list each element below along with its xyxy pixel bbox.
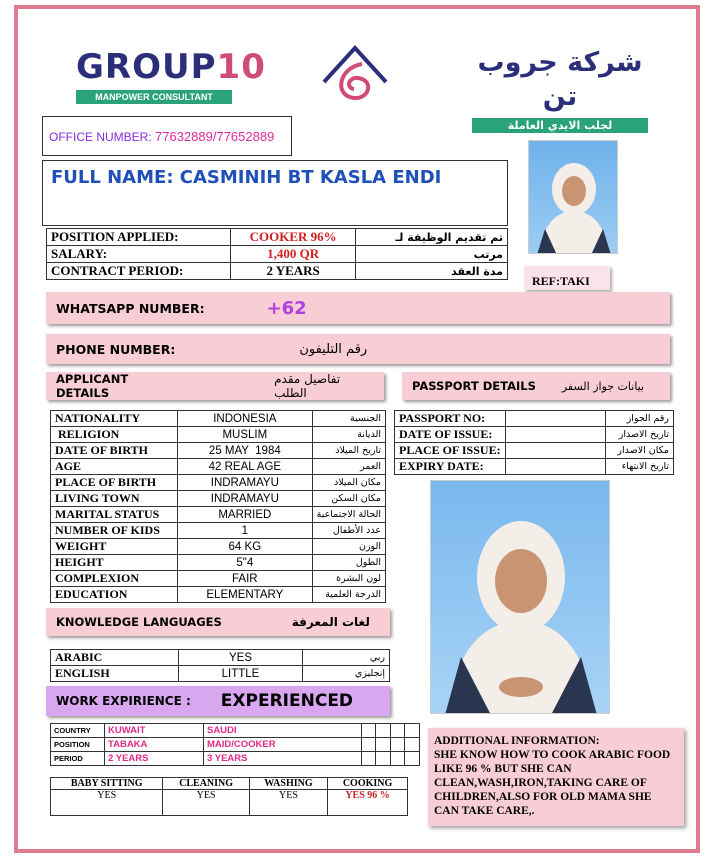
table-row [51,443,386,459]
arabic-brand-subtitle: لجلب الايدي العاملة [472,118,648,133]
detail-arabic: الحالة الاجتماعية [312,507,385,523]
detail-arabic: تاريخ الميلاد [312,443,385,459]
table-row [47,246,508,263]
passport-value [505,411,605,427]
phone-bar [46,334,670,364]
passport-value [505,459,605,475]
passport-arabic: تاريخ الانتهاء [605,459,673,475]
detail-arabic: الديانة [312,427,385,443]
detail-value: 42 REAL AGE [178,459,313,475]
table-row [395,443,674,459]
we-cell: 3 YEARS [203,752,361,766]
we-cell [405,738,420,752]
language-value: LITTLE [179,666,303,682]
we-row-label: COUNTRY [51,724,105,738]
contract-value: 2 YEARS [231,263,356,280]
detail-value: 25 MAY 1984 [178,443,313,459]
we-cell: 2 YEARS [105,752,204,766]
detail-arabic: عدد الأطفال [312,523,385,539]
we-cell: KUWAIT [105,724,204,738]
we-cell [390,752,405,766]
applicant-photo-small [528,140,618,254]
language-label: ARABIC [51,650,179,666]
detail-arabic: الوزن [312,539,385,555]
detail-label: PLACE OF BIRTH [51,475,178,491]
passport-details-table [394,410,674,475]
applicant-details-table [50,410,386,603]
office-number-box [42,116,292,156]
we-cell [376,724,391,738]
passport-details-arabic: بيانات جواز السفر [561,379,645,393]
skill-value: YES [163,790,249,816]
language-value: YES [179,650,303,666]
contract-arabic: مدة العقد [356,263,508,280]
applicant-details-arabic: تفاصيل مقدم الطلب [274,372,341,400]
detail-label: DATE OF BIRTH [51,443,178,459]
table-row [51,427,386,443]
table-row [51,666,390,682]
detail-label: LIVING TOWN [51,491,178,507]
office-label: OFFICE NUMBER: [49,130,152,144]
detail-arabic: الطول [312,555,385,571]
detail-value: INDRAMAYU [178,491,313,507]
detail-value: INDONESIA [178,411,313,427]
we-row-label: PERIOD [51,752,105,766]
detail-label: MARITAL STATUS [51,507,178,523]
table-row [51,411,386,427]
table-row [51,523,386,539]
we-cell [390,738,405,752]
brand-subtitle: MANPOWER CONSULTANT [76,90,232,104]
table-row [51,539,386,555]
table-row [51,475,386,491]
detail-arabic: لون البشرة [312,571,385,587]
skill-header: WASHING [249,778,327,790]
detail-value: 5"4 [178,555,313,571]
whatsapp-bar [46,292,670,324]
detail-label: NATIONALITY [51,411,178,427]
full-name: FULL NAME: CASMINIH BT KASLA ENDI [51,167,442,188]
we-cell: MAID/COOKER [203,738,361,752]
detail-label: EDUCATION [51,587,178,603]
work-experience-table [50,723,420,766]
passport-arabic: مكان الاصدار [605,443,673,459]
detail-label: NUMBER OF KIDS [51,523,178,539]
table-row [51,571,386,587]
whatsapp-label: WHATSAPP NUMBER: [56,300,205,316]
skill-value: YES [249,790,327,816]
detail-arabic: مكان السكن [312,491,385,507]
skill-header: COOKING [328,778,408,790]
detail-value: FAIR [178,571,313,587]
additional-info-title: ADDITIONAL INFORMATION: [434,735,600,747]
work-experience-bar [46,686,390,716]
contract-label: CONTRACT PERIOD: [47,263,231,280]
brand-name: GROUP [76,47,217,87]
phone-arabic: رقم التليفون [299,341,368,357]
passport-details-header [402,372,670,400]
additional-information-box [428,728,684,826]
passport-arabic: رقم الجواز [605,411,673,427]
languages-table [50,649,390,682]
detail-value: 64 KG [178,539,313,555]
we-cell [405,724,420,738]
reference-badge: REF:TAKI [524,266,610,290]
position-arabic: تم تقديم الوظيفة لـ [356,229,508,246]
table-row [51,778,408,790]
office-number: 77632889/77652889 [155,129,275,144]
we-cell: SAUDI [203,724,361,738]
detail-arabic: الدرجة العلمية [312,587,385,603]
full-name-box [42,160,508,226]
whatsapp-value: +62 [266,297,307,319]
passport-label: PASSPORT NO: [395,411,506,427]
we-cell [376,752,391,766]
detail-label: WEIGHT [51,539,178,555]
table-row [51,459,386,475]
skill-value: YES [51,790,163,816]
group10-logo [76,47,266,104]
table-row [47,263,508,280]
applicant-details-header [46,372,384,400]
detail-arabic: العمر [312,459,385,475]
table-row [51,555,386,571]
center-logo-icon [318,42,392,104]
work-experience-value: EXPERIENCED [220,691,354,711]
applicant-details-label: APPLICANT DETAILS [56,372,129,400]
table-row [51,650,390,666]
salary-arabic: مرتب [356,246,508,263]
detail-value: MARRIED [178,507,313,523]
skills-table [50,777,408,816]
position-value: COOKER 96% [231,229,356,246]
skill-header: CLEANING [163,778,249,790]
detail-label: COMPLEXION [51,571,178,587]
detail-label: AGE [51,459,178,475]
table-row [395,427,674,443]
we-cell [361,738,376,752]
language-label: ENGLISH [51,666,179,682]
table-row [51,587,386,603]
arabic-brand: شركة جروب تن [477,47,643,112]
table-row [51,790,408,816]
passport-label: EXPIRY DATE: [395,459,506,475]
languages-arabic: لغات المعرفة [291,615,370,629]
we-row-label: POSITION [51,738,105,752]
detail-value: MUSLIM [178,427,313,443]
work-experience-label: WORK EXPIRIENCE : [56,694,191,708]
passport-label: DATE OF ISSUE: [395,427,506,443]
detail-arabic: مكان الميلاد [312,475,385,491]
table-row [395,459,674,475]
passport-value [505,443,605,459]
we-cell [376,738,391,752]
we-cell [361,724,376,738]
table-row [51,724,420,738]
languages-header [46,608,390,636]
detail-label: HEIGHT [51,555,178,571]
we-cell: TABAKA [105,738,204,752]
detail-value: ELEMENTARY [178,587,313,603]
skill-header: BABY SITTING [51,778,163,790]
table-row [395,411,674,427]
we-cell [405,752,420,766]
additional-info-text: SHE KNOW HOW TO COOK ARABIC FOOD LIKE 96 % BUT SHE CAN CLEAN,WASH,IRON,TAKING CARE OF CHILDREN,ALSO FOR OLD MAMA SHE CAN TAKE CARE,. [434,749,671,817]
salary-label: SALARY: [47,246,231,263]
table-row [51,738,420,752]
table-row [51,507,386,523]
detail-value: INDRAMAYU [178,475,313,491]
passport-details-label: PASSPORT DETAILS [412,379,536,393]
language-arabic: إنجليزي [303,666,390,682]
we-cell [390,724,405,738]
table-row [51,491,386,507]
phone-label: PHONE NUMBER: [56,341,176,357]
table-row [51,752,420,766]
passport-value [505,427,605,443]
brand-number: 10 [216,47,266,87]
detail-arabic: الجنسية [312,411,385,427]
applicant-photo-large [430,480,610,714]
detail-value: 1 [178,523,313,539]
passport-arabic: تاريخ الاصدار [605,427,673,443]
position-table [46,228,508,280]
table-row [47,229,508,246]
skill-value: YES 96 % [328,790,408,816]
languages-label: KNOWLEDGE LANGUAGES [56,615,222,629]
arabic-logo [472,46,648,133]
language-arabic: ربي [303,650,390,666]
we-cell [361,752,376,766]
detail-label: RELIGION [51,427,178,443]
passport-label: PLACE OF ISSUE: [395,443,506,459]
position-label: POSITION APPLIED: [47,229,231,246]
salary-value: 1,400 QR [231,246,356,263]
